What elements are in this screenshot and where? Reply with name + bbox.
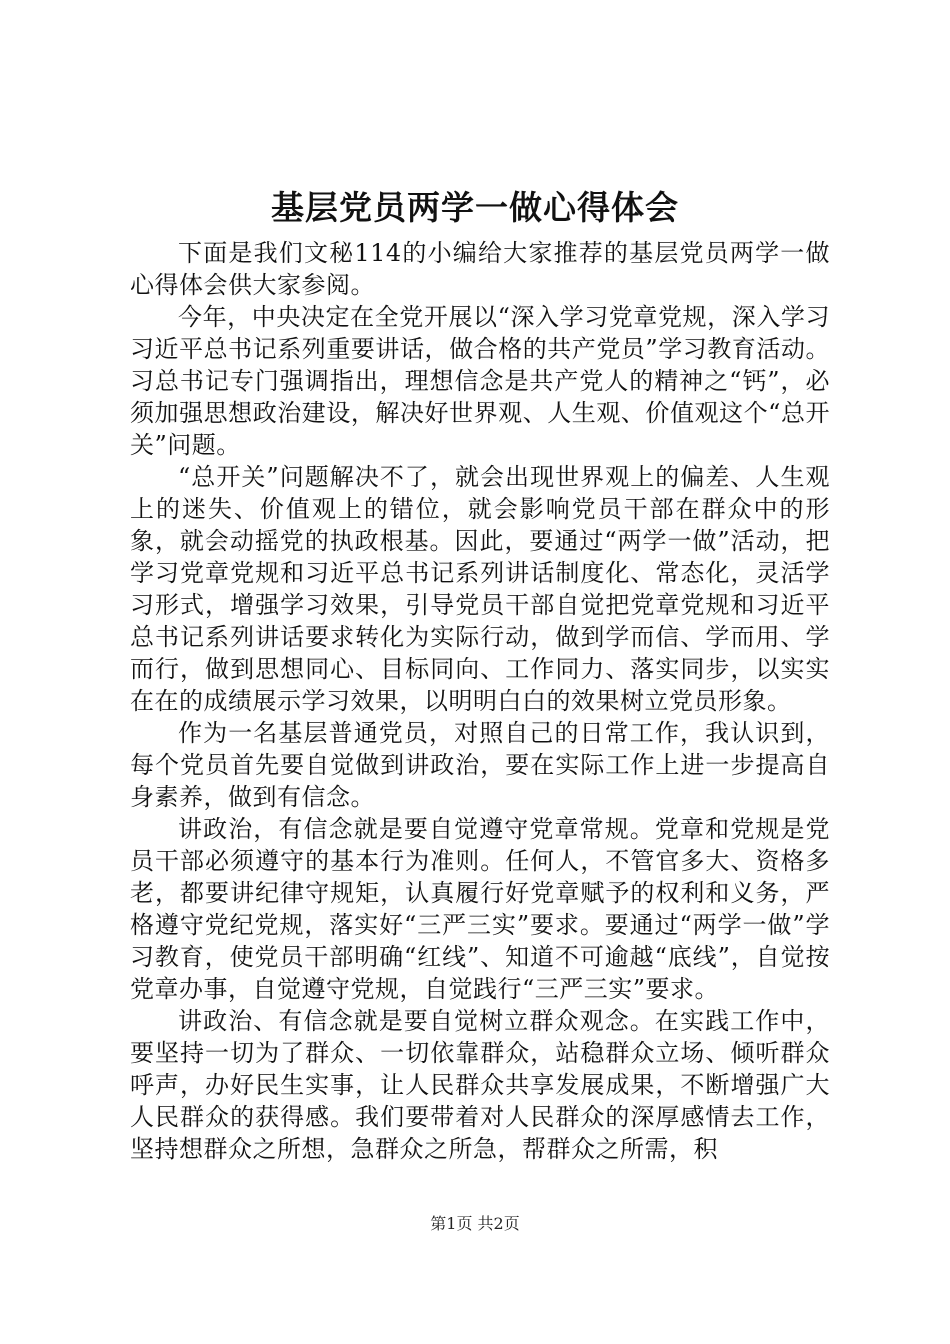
paragraph-campaign: 今年，中央决定在全党开展以“深入学习党章党规，深入学习习近平总书记系列重要讲话，做合格的共产党员”学习教育活动。习总书记专门强调指出，理想信念是共产党人的精神之“钙”，必须加强思想政治建设，解决好世界观、人生观、价值观这个“总开关”问题。 xyxy=(130,303,830,459)
paragraph-party-rules: 讲政治，有信念就是要自觉遵守党章常规。党章和党规是党员干部必须遵守的基本行为准则。任何人，不管官多大、资格多老，都要讲纪律守规矩，认真履行好党章赋予的权利和义务，严格遵守党纪党规，落实好“三严三实”要求。要通过“两学一做”学习教育，使党员干部明确“红线”、知道不可逾越“底线”，自觉按党章办事，自觉遵守党规，自觉践行“三严三实”要求。 xyxy=(130,815,830,1003)
page-number-footer: 第1页 共2页 xyxy=(430,1214,520,1233)
paragraph-master-switch: “总开关”问题解决不了，就会出现世界观上的偏差、人生观上的迷失、价值观上的错位，就会影响党员干部在群众中的形象，就会动摇党的执政根基。因此，要通过“两学一做”活动，把学习党章党规和习近平总书记系列讲话制度化、常态化，灵活学习形式，增强学习效果，引导党员干部自觉把党章党规和习近平总书记系列讲话要求转化为实际行动，做到学而信、学而用、学而行，做到思想同心、目标同向、工作同力、落实同步，以实实在在的成绩展示学习效果，以明明白白的效果树立党员形象。 xyxy=(130,463,830,715)
paragraph-intro: 下面是我们文秘114的小编给大家推荐的基层党员两学一做心得体会供大家参阅。 xyxy=(130,239,830,299)
paragraph-mass-line: 讲政治、有信念就是要自觉树立群众观念。在实践工作中，要坚持一切为了群众、一切依靠群众，站稳群众立场、倾听群众呼声，办好民生实事，让人民群众共享发展成果，不断增强广大人民群众的获得感。我们要带着对人民群众的深厚感情去工作，坚持想群众之所想，急群众之所急，帮群众之所需，积 xyxy=(130,1007,830,1163)
document-title: 基层党员两学一做心得体会 xyxy=(271,188,679,227)
paragraph-grassroots-member: 作为一名基层普通党员，对照自己的日常工作，我认识到，每个党员首先要自觉做到讲政治，要在实际工作上进一步提高自身素养，做到有信念。 xyxy=(130,719,830,811)
document-body xyxy=(130,237,830,1165)
